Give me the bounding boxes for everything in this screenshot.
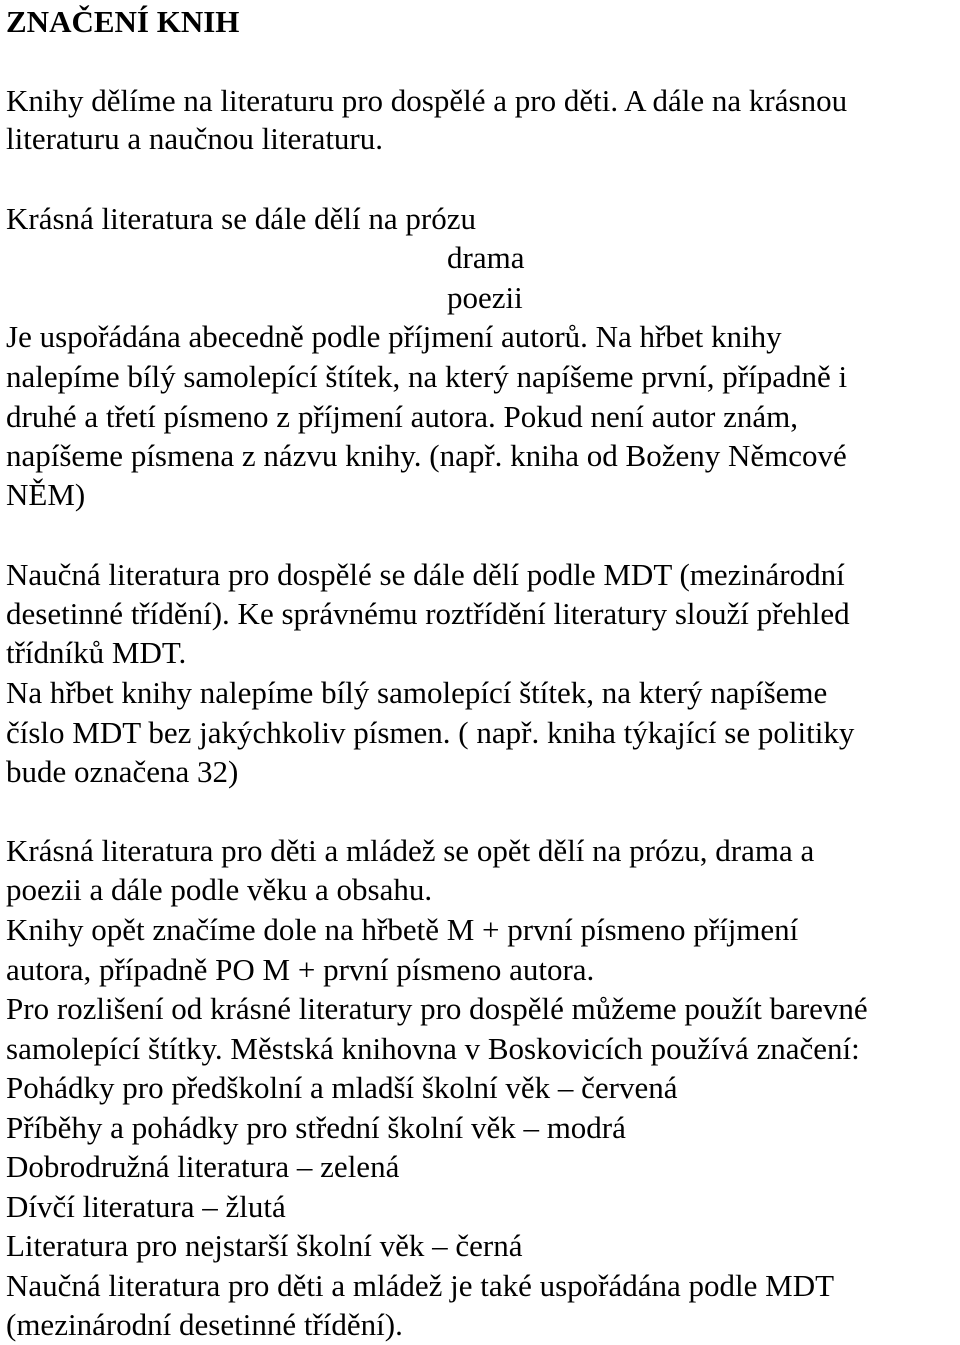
genre-list-item-poezii: poezii — [447, 280, 523, 315]
paragraph-4-line-3: Knihy opět značíme dole na hřbetě M + první písmeno příjmení — [6, 912, 799, 947]
paragraph-4-line-2: poezii a dále podle věku a obsahu. — [6, 872, 433, 907]
paragraph-4-line-5: Pro rozlišení od krásné literatury pro dospělé můžeme použít barevné — [6, 991, 868, 1026]
paragraph-2-line-2: nalepíme bílý samolepící štítek, na který napíšeme první, případně i — [6, 359, 848, 394]
paragraph-3-line-3: třídníků MDT. — [6, 635, 187, 670]
paragraph-2-intro: Krásná literatura se dále dělí na prózu — [6, 201, 476, 236]
paragraph-4-line-4: autora, případně PO M + první písmeno autora. — [6, 952, 595, 987]
paragraph-2-line-1: Je uspořádána abecedně podle příjmení autorů. Na hřbet knihy — [6, 319, 782, 354]
label-color-item-black: Literatura pro nejstarší školní věk – černá — [6, 1228, 523, 1263]
paragraph-2-line-5: NĚM) — [6, 477, 86, 512]
label-color-item-red: Pohádky pro předškolní a mladší školní věk – červená — [6, 1070, 678, 1105]
document-title: ZNAČENÍ KNIH — [6, 4, 240, 39]
paragraph-1-line-1: Knihy dělíme na literaturu pro dospělé a pro děti. A dále na krásnou — [6, 83, 848, 118]
genre-list-item-drama: drama — [447, 240, 525, 275]
paragraph-4-line-1: Krásná literatura pro děti a mládež se opět dělí na prózu, drama a — [6, 833, 815, 868]
paragraph-2-line-4: napíšeme písmena z názvu knihy. (např. kniha od Boženy Němcové — [6, 438, 847, 473]
paragraph-4-line-13: (mezinárodní desetinné třídění). — [6, 1307, 403, 1342]
paragraph-3-line-2: desetinné třídění). Ke správnému roztřídění literatury slouží přehled — [6, 596, 850, 631]
paragraph-4-line-12: Naučná literatura pro děti a mládež je také uspořádána podle MDT — [6, 1268, 835, 1303]
label-color-item-green: Dobrodružná literatura – zelená — [6, 1149, 400, 1184]
paragraph-4-line-6: samolepící štítky. Městská knihovna v Boskovicích používá značení: — [6, 1031, 860, 1066]
paragraph-2-line-3: druhé a třetí písmeno z příjmení autora. Pokud není autor znám, — [6, 399, 798, 434]
label-color-item-blue: Příběhy a pohádky pro střední školní věk – modrá — [6, 1110, 626, 1145]
paragraph-3-line-4: Na hřbet knihy nalepíme bílý samolepící štítek, na který napíšeme — [6, 675, 828, 710]
paragraph-3-line-1: Naučná literatura pro dospělé se dále dělí podle MDT (mezinárodní — [6, 557, 845, 592]
paragraph-1-line-2: literaturu a naučnou literaturu. — [6, 121, 384, 156]
label-color-item-yellow: Dívčí literatura – žlutá — [6, 1189, 286, 1224]
paragraph-3-line-6: bude označena 32) — [6, 754, 239, 789]
paragraph-3-line-5: číslo MDT bez jakýchkoliv písmen. ( např. kniha týkající se politiky — [6, 715, 855, 750]
